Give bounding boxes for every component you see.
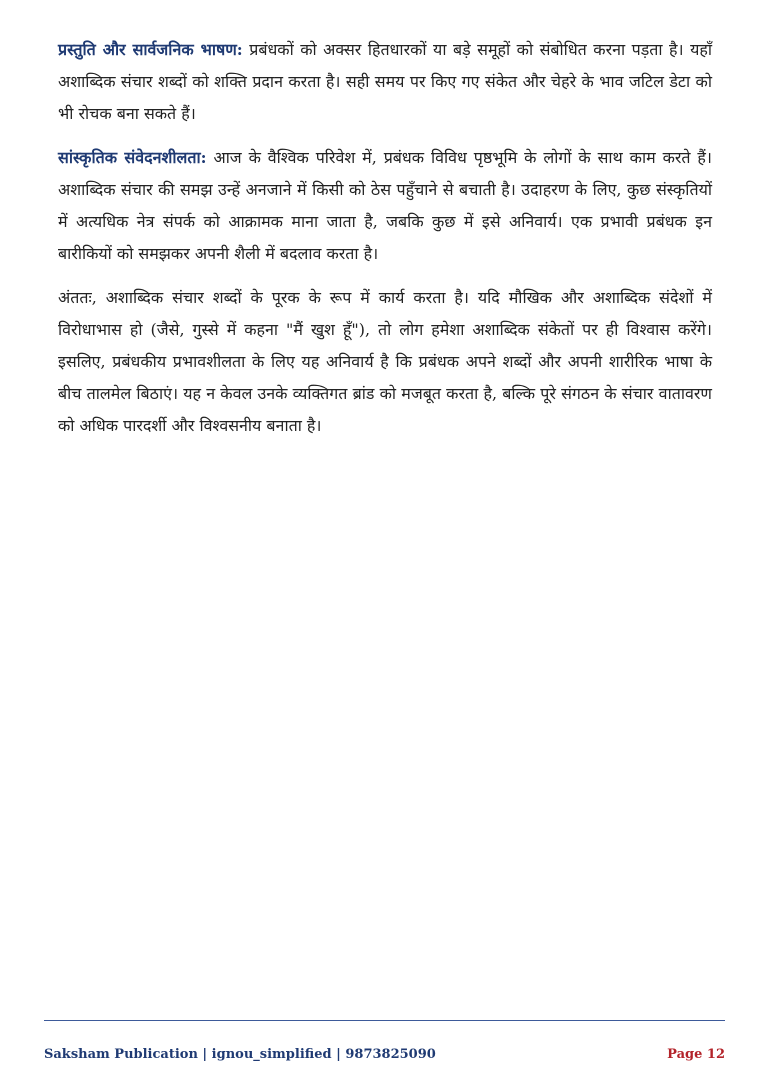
paragraph-body: अंततः, अशाब्दिक संचार शब्दों के पूरक के रूप में कार्य करता है। यदि मौखिक और अशाब्दिक संदेशों में विरोधाभास हो (जैसे, गुस्से में कहना "मैं खुश हूँ"), तो लोग हमेशा अशाब्दिक संकेतों पर ही विश्वास करेंगे। इसलिए, प्रबंधकीय प्रभावशीलता के लिए यह अनिवार्य है कि प्रबंधक अपने शब्दों और अपनी शारीरिक भाषा के बीच तालमेल बिठाएं। यह न केवल उनके व्यक्तिगत ब्रांड को मजबूत करता है, बल्कि पूरे संगठन के संचार वातावरण को अधिक पारदर्शी और विश्वसनीय बनाता है। bbox=[58, 288, 712, 435]
paragraph-body: प्रबंधकों को अक्सर हितधारकों या बड़े समूहों को संबोधित करना पड़ता है। यहाँ अशाब्दिक संचार शब्दों को शक्ति प्रदान करता है। सही समय पर किए गए संकेत और चेहरे के भाव जटिल डेटा को भी रोचक बना सकते हैं। bbox=[58, 40, 713, 123]
paragraph-conclusion bbox=[58, 282, 712, 442]
page-number: Page 12 bbox=[667, 1047, 725, 1062]
paragraph-heading: सांस्कृतिक संवेदनशीलता: bbox=[58, 148, 207, 167]
footer-divider bbox=[44, 1020, 725, 1021]
paragraph-cultural-sensitivity bbox=[58, 142, 712, 270]
footer-publisher: Saksham Publication | ignou_simplified | 9873825090 bbox=[44, 1047, 436, 1062]
paragraph-body: आज के वैश्विक परिवेश में, प्रबंधक विविध पृष्ठभूमि के लोगों के साथ काम करते हैं। अशाब्दिक संचार की समझ उन्हें अनजाने में किसी को ठेस पहुँचाने से बचाती है। उदाहरण के लिए, कुछ संस्कृतियों में अत्यधिक नेत्र संपर्क को आक्रामक माना जाता है, जबकि कुछ में इसे अनिवार्य। एक प्रभावी प्रबंधक इन बारीकियों को समझकर अपनी शैली में बदलाव करता है। bbox=[58, 148, 712, 263]
page-content bbox=[58, 34, 712, 454]
paragraph-heading: प्रस्तुति और सार्वजनिक भाषण: bbox=[58, 40, 243, 59]
paragraph-presentation bbox=[58, 34, 712, 130]
